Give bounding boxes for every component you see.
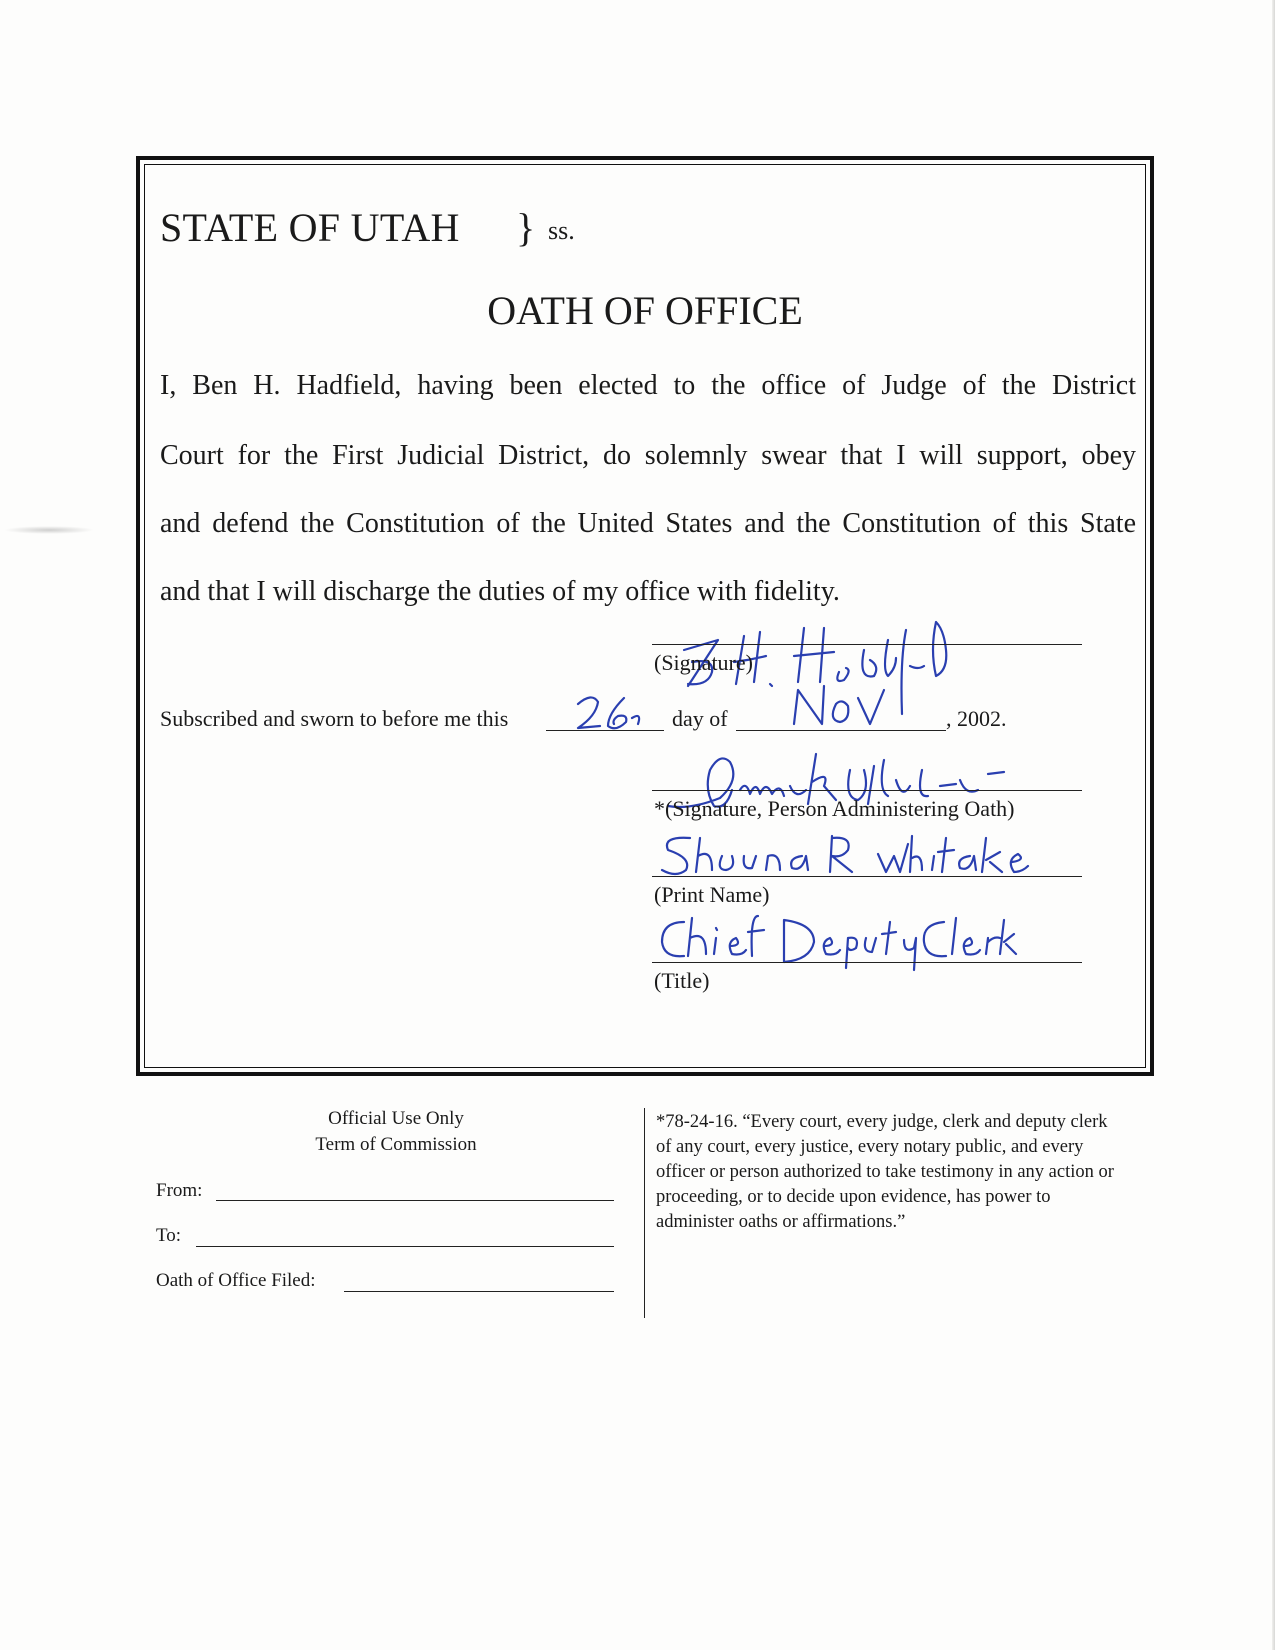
oath-body-line-1: I, Ben H. Hadfield, having been elected to the office of Judge of the District: [160, 370, 1136, 401]
print-name-caption: (Print Name): [654, 882, 770, 907]
oath-box: [136, 156, 1154, 1076]
section-divider: [644, 1108, 645, 1318]
print-name-handwriting: [656, 830, 1036, 882]
to-label: To:: [156, 1225, 182, 1246]
year-label: , 2002.: [946, 706, 1007, 731]
official-use-heading: Official Use Only: [328, 1108, 464, 1129]
scan-smudge: [4, 526, 94, 534]
from-line[interactable]: [216, 1200, 614, 1201]
signature-line: [652, 644, 1082, 645]
title-line: [652, 962, 1082, 963]
state-heading: STATE OF UTAH: [160, 205, 460, 250]
sworn-prefix: Subscribed and sworn to before me this: [160, 706, 509, 731]
day-handwriting: [572, 690, 652, 734]
oath-body-line-3: and defend the Constitution of the United States and the Constitution of this State: [160, 508, 1136, 539]
month-handwriting: [788, 680, 898, 734]
title-handwriting: [654, 912, 1014, 972]
oath-body-line-4: and that I will discharge the duties of my office with fidelity.: [160, 576, 840, 607]
print-name-line: [652, 876, 1082, 877]
from-label: From:: [156, 1180, 203, 1201]
admin-signature-caption: *(Signature, Person Administering Oath): [654, 796, 1015, 821]
to-line[interactable]: [196, 1246, 614, 1247]
term-of-commission-heading: Term of Commission: [315, 1134, 477, 1155]
oath-body-line-2: Court for the First Judicial District, do solemnly swear that I will support, obey: [160, 440, 1136, 471]
ss-mark: ss.: [548, 216, 575, 245]
title-caption: (Title): [654, 968, 710, 993]
day-of-label: day of: [672, 706, 728, 731]
signature-caption: (Signature): [654, 650, 753, 675]
statute-text: *78-24-16. “Every court, every judge, clerk and deputy clerk of any court, every justice, every notary public, and every officer or person authorized to take testimony in any action or proceeding, or to decide upon evidence, has power to administer oaths or affirmations.”: [656, 1112, 1114, 1232]
admin-signature-line: [652, 790, 1082, 791]
oath-title: OATH OF OFFICE: [487, 288, 803, 333]
filed-line[interactable]: [344, 1291, 614, 1292]
filed-label: Oath of Office Filed:: [156, 1270, 316, 1291]
brace-mark: }: [516, 205, 536, 250]
